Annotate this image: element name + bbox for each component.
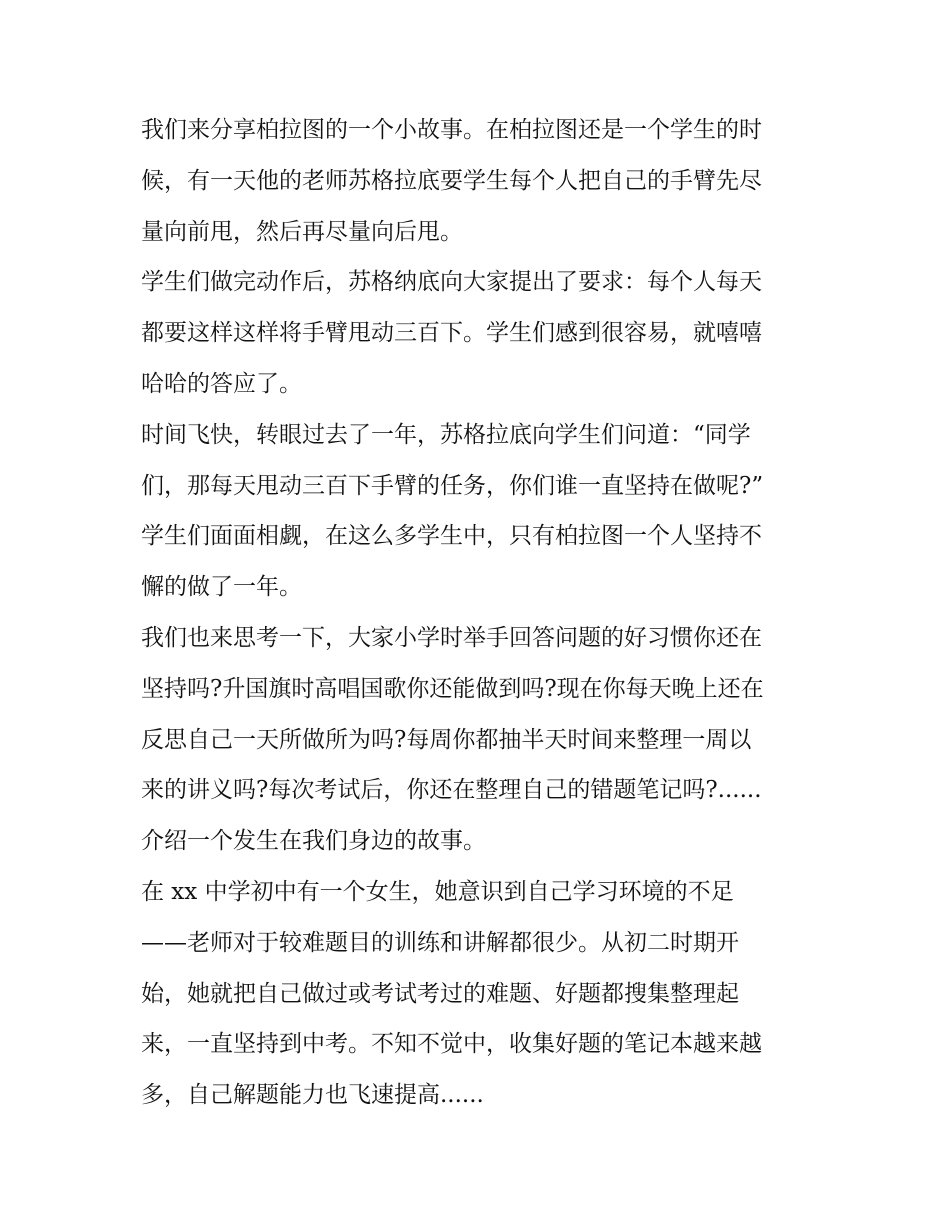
document-body bbox=[141, 105, 821, 1121]
text-line: 始，她就把自己做过或考试考过的难题、好题都搜集整理起 bbox=[141, 980, 739, 1007]
text-line: 学生们做完动作后，苏格纳底向大家提出了要求：每个人每天 bbox=[141, 269, 762, 296]
text-line: 介绍一个发生在我们身边的故事。 bbox=[141, 828, 486, 855]
text-line: 们，那每天甩动三百下手臂的任务，你们谁一直坚持在做呢?” bbox=[141, 472, 764, 499]
text-line: 量向前甩，然后再尽量向后甩。 bbox=[141, 218, 463, 245]
text-line: 学生们面面相觑，在这么多学生中，只有柏拉图一个人坚持不 bbox=[141, 523, 762, 550]
text-line: 反思自己一天所做所为吗?每周你都抽半天时间来整理一周以 bbox=[141, 726, 752, 753]
paragraph-one-year-later bbox=[141, 410, 821, 613]
text-line: 候，有一天他的老师苏格拉底要学生每个人把自己的手臂先尽 bbox=[141, 167, 762, 194]
text-line: ——老师对于较难题目的训练和讲解都很少。从初二时期开 bbox=[141, 929, 739, 956]
text-line: 在 xx 中学初中有一个女生，她意识到自己学习环境的不足 bbox=[141, 878, 734, 905]
text-line: 来的讲义吗?每次考试后，你还在整理自己的错题笔记吗?...... bbox=[141, 777, 762, 804]
paragraph-reflection bbox=[141, 613, 821, 816]
text-line: 我们来分享柏拉图的一个小故事。在柏拉图还是一个学生的时 bbox=[141, 117, 762, 143]
text-line: 哈哈的答应了。 bbox=[141, 370, 302, 397]
text-line: 时间飞快，转眼过去了一年，苏格拉底向学生们问道：“同学 bbox=[141, 421, 751, 448]
text-line: 来，一直坚持到中考。不知不觉中，收集好题的笔记本越来越 bbox=[141, 1031, 762, 1058]
text-line: 都要这样这样将手臂甩动三百下。学生们感到很容易，就嘻嘻 bbox=[141, 320, 762, 347]
paragraph-plato-story bbox=[141, 105, 821, 257]
paragraph-requirement bbox=[141, 257, 821, 409]
text-line: 我们也来思考一下，大家小学时举手回答问题的好习惯你还在 bbox=[141, 624, 762, 651]
paragraph-intro-story bbox=[141, 816, 821, 867]
text-line: 懈的做了一年。 bbox=[141, 574, 302, 601]
text-line: 多，自己解题能力也飞速提高...... bbox=[141, 1082, 484, 1109]
text-line: 坚持吗?升国旗时高唱国歌你还能做到吗?现在你每天晚上还在 bbox=[141, 675, 764, 702]
paragraph-student-story bbox=[141, 867, 821, 1121]
